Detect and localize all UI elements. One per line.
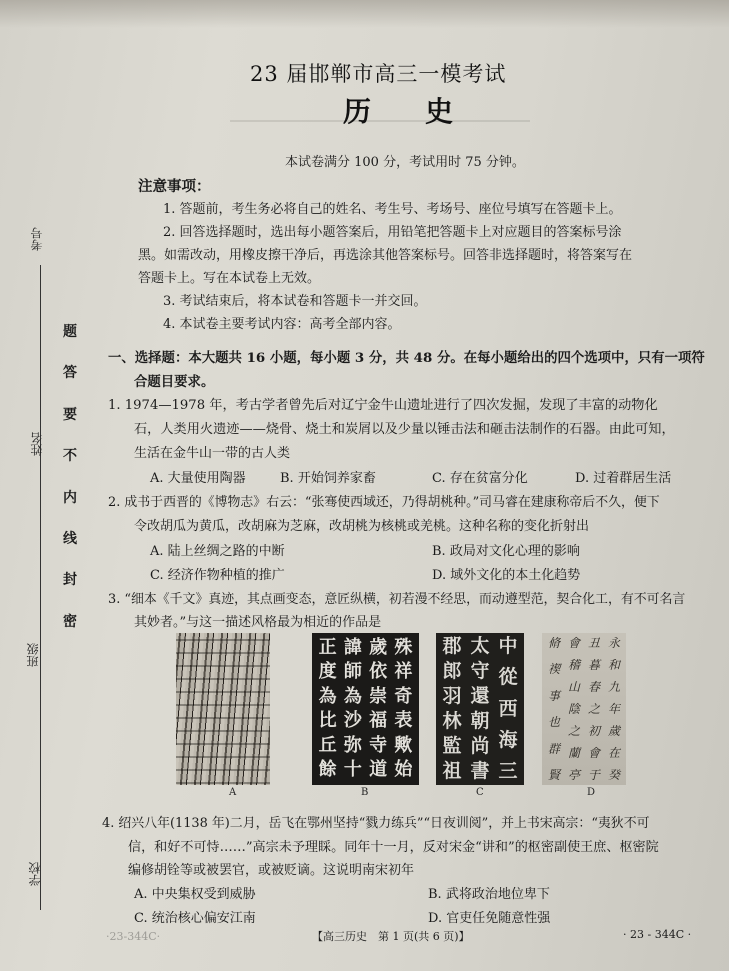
calligraphy-glyph: 從 (498, 666, 518, 689)
q4-stem: 编修胡铨等或被罢官，或被贬谪。这说明南宋初年 (128, 863, 415, 878)
calligraphy-label-a: A (229, 787, 237, 798)
note-line: 3. 考试结束后，将本试卷和答题卡一并交回。 (163, 294, 427, 309)
calli-c-col (442, 637, 461, 781)
calligraphy-label-b: B (361, 787, 369, 798)
q1-stem: 1. 1974—1978 年，考古学者曾先后对辽宁金牛山遗址进行了四次发掘，发现了丰富的动物化 (108, 398, 658, 413)
calligraphy-glyph: 賢 (547, 767, 560, 782)
q1-stem: 生活在金牛山一带的古人类 (134, 446, 291, 461)
calligraphy-glyph: 依 (369, 661, 388, 683)
calli-b-col (394, 639, 412, 779)
calligraphy-label-c: C (476, 787, 484, 798)
q2-stem: 2. 成书于西晋的《博物志》右云：“张骞使西域还，乃得胡桃种。”司马睿在建康称帝后不久，便下 (108, 495, 660, 510)
calligraphy-glyph: 春 (587, 680, 600, 694)
calligraphy-d-image (542, 633, 626, 785)
calli-c-col (498, 637, 517, 781)
calli-b-col (369, 639, 387, 779)
calligraphy-glyph: 殊 (394, 637, 413, 658)
note-line: 1. 答题前，考生务必将自己的姓名、考生号、考场号、座位号填写在答题卡上。 (163, 202, 622, 217)
calligraphy-glyph: 尚 (470, 735, 490, 757)
calligraphy-glyph: 稽 (567, 658, 580, 672)
calligraphy-glyph: 暮 (587, 658, 600, 672)
calligraphy-glyph: 沙 (343, 710, 362, 732)
q1-option-a: A. 大量使用陶器 (150, 471, 246, 486)
calligraphy-glyph: 為 (343, 685, 362, 707)
q4-option-b: B. 武将政治地位卑下 (428, 887, 550, 902)
seal-char: 内 (63, 489, 77, 506)
calligraphy-glyph: 在 (607, 746, 620, 760)
q3-stem: 其妙者。”与这一描述风格最为相近的作品是 (134, 615, 382, 630)
calligraphy-glyph: 會 (587, 746, 600, 760)
calli-b-col (319, 639, 337, 779)
page-shadow (0, 0, 729, 28)
calligraphy-glyph: 羽 (442, 685, 462, 707)
calligraphy-glyph: 丘 (318, 734, 337, 756)
calligraphy-glyph: 事 (547, 688, 560, 703)
seal-char: 要 (63, 406, 77, 423)
calligraphy-glyph: 禊 (547, 662, 560, 677)
calligraphy-glyph: 于 (587, 768, 600, 782)
q4-option-a: A. 中央集权受到威胁 (134, 887, 256, 902)
calligraphy-glyph: 諱 (343, 637, 362, 658)
exam-number-label: 考号 (30, 227, 44, 251)
school-label: 学校 (28, 862, 42, 886)
q1-stem: 石，人类用火遗迹——烧骨、烧土和炭屑以及少量以锤击法和砸击法制作的石器。由此可知， (134, 422, 675, 437)
calligraphy-glyph: 祥 (394, 661, 413, 683)
calligraphy-glyph: 也 (547, 715, 560, 730)
calligraphy-glyph: 陰 (567, 702, 580, 716)
q2-option-a: A. 陆上丝绸之路的中断 (150, 544, 285, 559)
calligraphy-glyph: 永 (607, 636, 620, 650)
calligraphy-glyph: 中 (498, 635, 518, 657)
calligraphy-glyph: 脩 (547, 636, 560, 650)
q1-option-c: C. 存在贫富分化 (432, 471, 528, 486)
q1-option-b: B. 开始饲养家畜 (280, 471, 376, 486)
calli-b-col (344, 639, 362, 779)
calligraphy-label-d: D (587, 787, 596, 798)
q4-option-c: C. 统治核心偏安江南 (134, 911, 256, 926)
q4-stem: 信，和好不可恃……”高宗未予理睬。同年十一月，反对宋金“讲和”的枢密副使王庶、枢密院 (128, 840, 659, 855)
calligraphy-glyph: 年 (607, 702, 620, 716)
q4-stem: 4. 绍兴八年(1138 年)二月，岳飞在鄂州坚持“戮力练兵”“日夜训阅”，并上书宋高宗：“夷狄不可 (102, 816, 650, 831)
calligraphy-glyph: 西 (498, 697, 518, 720)
calligraphy-glyph: 餘 (318, 758, 337, 780)
note-line: 2. 回答选择题时，选出每小题答案后，用铅笔把答题卡上对应题目的答案标号涂 (163, 225, 622, 240)
footer-ghost-code: ·23-344C· (106, 930, 161, 943)
calligraphy-glyph: 初 (587, 724, 600, 738)
seal-char: 密 (63, 613, 77, 630)
calli-c-col (470, 637, 489, 781)
calligraphy-glyph: 癸 (607, 768, 620, 782)
calligraphy-glyph: 太 (470, 635, 490, 657)
seal-char: 线 (63, 530, 77, 547)
calligraphy-glyph: 度 (318, 661, 337, 683)
name-label: 姓名 (30, 432, 44, 456)
calligraphy-a-image (176, 633, 270, 785)
q4-option-d: D. 官吏任免随意性强 (428, 911, 551, 926)
exam-info: 本试卷满分 100 分，考试用时 75 分钟。 (285, 155, 525, 170)
calligraphy-glyph: 群 (547, 741, 560, 756)
calligraphy-glyph: 九 (607, 680, 620, 694)
calligraphy-b-image (312, 633, 419, 785)
calli-d-col (548, 637, 560, 781)
calligraphy-glyph: 郎 (442, 660, 462, 682)
calligraphy-glyph: 監 (442, 735, 462, 757)
section-heading: 一、选择题：本大题共 16 小题，每小题 3 分，共 48 分。在每小题给出的四个选项中，只有一项符 (108, 350, 705, 366)
note-line: 答题卡上。写在本试卷上无效。 (138, 271, 321, 286)
calligraphy-glyph: 還 (470, 685, 490, 707)
calligraphy-glyph: 書 (470, 760, 490, 782)
calligraphy-glyph: 歟 (394, 734, 413, 756)
calligraphy-glyph: 始 (394, 758, 413, 780)
seal-line-notice (60, 312, 80, 643)
q2-stem: 令改胡瓜为黄瓜，改胡麻为芝麻，改胡桃为核桃或羌桃。这种名称的变化折射出 (134, 519, 590, 534)
calligraphy-glyph: 山 (567, 680, 580, 694)
calligraphy-glyph: 歲 (607, 724, 620, 738)
exam-title: 23 届邯郸市高三一模考试 (250, 62, 507, 86)
q2-option-d: D. 域外文化的本土化趋势 (432, 568, 581, 583)
calligraphy-glyph: 之 (567, 724, 580, 738)
section-heading-cont: 合题目要求。 (134, 374, 215, 390)
calligraphy-glyph: 崇 (369, 685, 388, 707)
seal-char: 封 (63, 572, 77, 589)
calligraphy-glyph: 道 (369, 758, 388, 780)
binding-line (40, 265, 41, 910)
calligraphy-c-image (436, 633, 524, 785)
paper-code: · 23 - 344C · (623, 928, 692, 941)
calligraphy-glyph: 和 (607, 658, 620, 672)
calligraphy-glyph: 奇 (394, 685, 413, 707)
calligraphy-glyph: 海 (498, 728, 518, 751)
calligraphy-glyph: 十 (343, 758, 362, 780)
calligraphy-glyph: 正 (318, 637, 337, 658)
q3-stem: 3. “细本《千文》真迹，其点画变态，意匠纵横，初若漫不经思，而动遵型范，契合化工，有不可名言 (108, 592, 686, 607)
note-line: 4. 本试卷主要考试内容：高考全部内容。 (163, 317, 401, 332)
calligraphy-glyph: 為 (318, 685, 337, 707)
calligraphy-glyph: 丑 (587, 636, 600, 650)
seal-char: 答 (63, 365, 77, 382)
calligraphy-glyph: 歲 (369, 637, 388, 658)
seal-char: 不 (63, 448, 77, 465)
calligraphy-glyph: 表 (394, 710, 413, 732)
calligraphy-glyph: 祖 (442, 760, 462, 782)
calligraphy-glyph: 比 (318, 710, 337, 732)
page-footer: 【高三历史 第 1 页(共 6 页)】 (312, 930, 470, 943)
calligraphy-glyph: 福 (369, 710, 388, 732)
q1-option-d: D. 过着群居生活 (575, 471, 672, 486)
note-line: 黑。如需改动，用橡皮擦干净后，再选涂其他答案标号。回答非选择题时，将答案写在 (138, 248, 633, 263)
calligraphy-glyph: 郡 (442, 635, 462, 657)
calligraphy-glyph: 朝 (470, 710, 490, 732)
calligraphy-glyph: 三 (498, 760, 518, 782)
calligraphy-glyph: 守 (470, 660, 490, 682)
notes-heading: 注意事项： (138, 178, 211, 195)
calligraphy-glyph: 蘭 (567, 746, 580, 760)
calli-d-col (588, 637, 600, 781)
calli-d-col (568, 637, 580, 781)
calligraphy-glyph: 林 (442, 710, 462, 732)
calligraphy-glyph: 師 (343, 661, 362, 683)
calligraphy-glyph: 會 (567, 636, 580, 650)
calligraphy-glyph: 弥 (343, 734, 362, 756)
calligraphy-glyph: 寺 (369, 734, 388, 756)
calli-d-col (608, 637, 620, 781)
calligraphy-glyph: 亭 (567, 768, 580, 782)
subject-title: 历史 (343, 95, 508, 128)
q2-option-c: C. 经济作物种植的推广 (150, 568, 285, 583)
calligraphy-glyph: 之 (587, 702, 600, 716)
q2-option-b: B. 政局对文化心理的影响 (432, 544, 580, 559)
class-label: 班级 (26, 643, 40, 667)
seal-char: 题 (63, 324, 77, 340)
